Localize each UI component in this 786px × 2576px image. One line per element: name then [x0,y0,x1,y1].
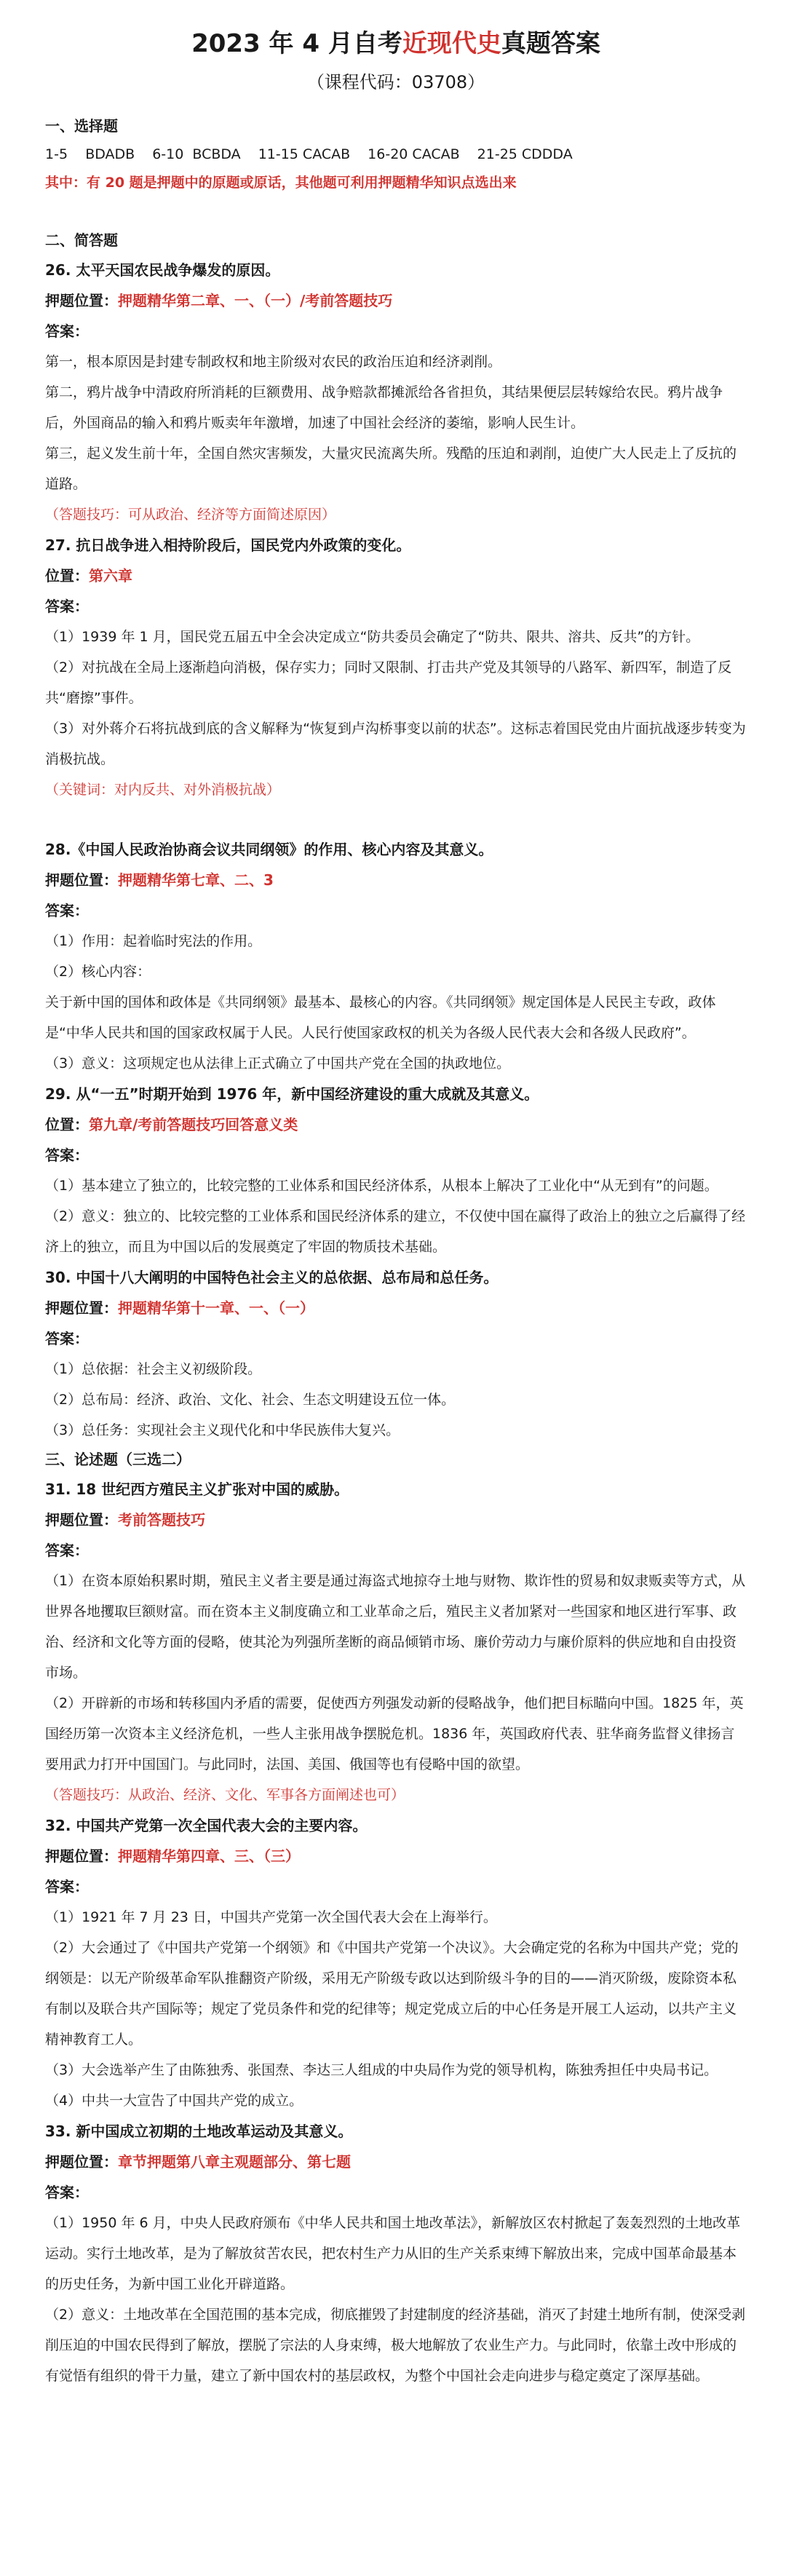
location-value: 押题精华第十一章、一、（一） [118,1299,314,1317]
answer-tip: （答题技巧：可从政治、经济等方面简述原因） [45,507,336,523]
answer-line: （4）中共一大宣告了中国共产党的成立。 [45,2093,303,2109]
section-heading: 二、简答题 [45,231,118,249]
answer-label: 答案： [45,902,89,919]
location-value: 押题精华第七章、二、3 [118,871,274,889]
question-location [45,865,747,895]
answer-group: 1-5 BDADB [45,146,135,162]
question-location [45,1293,747,1323]
answer-line: 第一，根本原因是封建专制政权和地主阶级对农民的政治压迫和经济剥削。 [45,354,502,370]
answer-line: 关于新中国的国体和政体是《共同纲领》最基本、最核心的内容。《共同纲领》规定国体是人民民主专政，政体是“中华人民共和国的国家政权属于人民。人民行使国家政权的机关为各级人民代表大会和各级人民政府”。 [45,994,716,1041]
question-title: 33. 新中国成立初期的土地改革运动及其意义。 [45,2123,353,2140]
choice-answers [45,140,747,169]
location-label: 押题位置： [45,292,118,309]
question-location [45,1841,747,1871]
answer-line: （3）总任务：实现社会主义现代化和中华民族伟大复兴。 [45,1422,400,1438]
answer-line: （1）作用：起着临时宪法的作用。 [45,933,262,949]
answer-tip: （答题技巧：从政治、经济、文化、军事各方面阐述也可） [45,1787,405,1803]
answer-line: （3）大会选举产生了由陈独秀、张国焘、李达三人组成的中央局作为党的领导机构，陈独秀担任中央局书记。 [45,2062,718,2078]
answer-label: 答案： [45,2184,89,2201]
course-code: （课程代码：03708） [306,72,485,92]
answer-label: 答案： [45,598,89,615]
answer-label: 答案： [45,1330,89,1347]
answer-line: （1）1939 年 1 月，国民党五届五中全会决定成立“防共委员会确定了“防共、限共、溶共、反共”的方针。 [45,629,700,645]
answer-line: （2）意义：土地改革在全国范围的基本完成，彻底摧毁了封建制度的经济基础，消灭了封建土地所有制，使深受剥削压迫的中国农民得到了解放，摆脱了宗法的人身束缚，极大地解放了农业生产力。与此同时，依靠土改中形成的有觉悟有组织的骨干力量，建立了新中国农村的基层政权，为整个中国社会走向进步与稳定奠定了深厚基础。 [45,2307,746,2384]
page-title [45,26,747,61]
location-value: 押题精华第四章、三、（三） [118,1847,300,1865]
answer-group: 6-10 BCBDA [152,146,241,162]
answer-group: 16-20 CACAB [368,146,460,162]
location-label: 押题位置： [45,1847,118,1865]
answer-group: 11-15 CACAB [258,146,351,162]
question-title: 31. 18 世纪西方殖民主义扩张对中国的威胁。 [45,1481,349,1498]
question-location [45,1505,747,1535]
location-label: 押题位置： [45,1511,118,1529]
question-location [45,2147,747,2177]
answer-line: （3）对外蒋介石将抗战到底的含义解释为“恢复到卢沟桥事变以前的状态”。这标志着国民党由片面抗战逐步转变为消极抗战。 [45,721,746,767]
answer-line: （2）开辟新的市场和转移国内矛盾的需要，促使西方列强发动新的侵略战争，他们把目标瞄向中国。1825 年，英国经历第一次资本主义经济危机，一些人主张用战争摆脱危机。1836 年，英国政府代表、驻华商务监督义律扬言要用武力打开中国国门。与此同时，法国、美国、俄国等也有侵略中国的欲望。 [45,1695,744,1772]
section-heading: 三、论述题（三选二） [45,1451,191,1468]
question-title: 29. 从“一五”时期开始到 1976 年，新中国经济建设的重大成就及其意义。 [45,1085,539,1103]
answer-line: （2）总布局：经济、政治、文化、社会、生态文明建设五位一体。 [45,1392,456,1408]
answer-line: 第三，起义发生前十年，全国自然灾害频发，大量灾民流离失所。残酷的压迫和剥削，迫使广大人民走上了反抗的道路。 [45,445,737,492]
answer-line: （2）核心内容： [45,964,151,980]
location-value: 第六章 [89,567,132,584]
location-label: 押题位置： [45,2153,118,2171]
answer-label: 答案： [45,1878,89,1895]
question-location [45,560,747,591]
title-prefix: 2023 年 4 月自考 [191,29,402,58]
answer-line: （3）意义：这项规定也从法律上正式确立了中国共产党在全国的执政地位。 [45,1055,511,1071]
question-title: 27. 抗日战争进入相持阶段后，国民党内外政策的变化。 [45,536,411,554]
title-highlight: 近现代史 [402,29,501,58]
answer-line: 第二，鸦片战争中清政府所消耗的巨额费用、战争赔款都摊派给各省担负，其结果便层层转嫁给农民。鸦片战争后，外国商品的输入和鸦片贩卖年年激增，加速了中国社会经济的萎缩，影响人民生计。 [45,384,723,431]
title-suffix: 真题答案 [501,29,600,58]
location-label: 押题位置： [45,871,118,889]
answer-line: （1）在资本原始积累时期，殖民主义者主要是通过海盗式地掠夺土地与财物、欺诈性的贸易和奴隶贩卖等方式，从世界各地攫取巨额财富。而在资本主义制度确立和工业革命之后，殖民主义者加紧对一些国家和地区进行军事、政治、经济和文化等方面的侵略，使其沦为列强所垄断的商品倾销市场、廉价劳动力与廉价原料的供应地和自由投资市场。 [45,1573,746,1681]
answer-line: （1）1950 年 6 月，中央人民政府颁布《中华人民共和国土地改革法》，新解放区农村掀起了轰轰烈烈的土地改革运动。实行土地改革，是为了解放贫苦农民，把农村生产力从旧的生产关系束缚下解放出来，完成中国革命最基本的历史任务，为新中国工业化开辟道路。 [45,2215,741,2292]
question-title: 26. 太平天国农民战争爆发的原因。 [45,261,280,279]
question-title: 32. 中国共产党第一次全国代表大会的主要内容。 [45,1817,368,1834]
question-location [45,285,747,316]
question-title: 30. 中国十八大阐明的中国特色社会主义的总依据、总布局和总任务。 [45,1269,499,1286]
answer-group: 21-25 CDDDA [477,146,573,162]
location-value: 第九章/考前答题技巧回答意义类 [89,1116,298,1133]
location-value: 章节押题第八章主观题部分、第七题 [118,2153,351,2171]
answer-label: 答案： [45,1542,89,1559]
answer-line: （1）基本建立了独立的，比较完整的工业体系和国民经济体系，从根本上解决了工业化中“从无到有”的问题。 [45,1178,718,1194]
answer-line: （2）对抗战在全局上逐渐趋向消极，保存实力；同时又限制、打击共产党及其领导的八路军、新四军，制造了反共“磨擦”事件。 [45,659,732,706]
question-location [45,1109,747,1140]
choice-note: 其中：有 20 题是押题中的原题或原话，其他题可利用押题精华知识点选出来 [45,175,517,191]
answer-line: （1）1921 年 7 月 23 日，中国共产党第一次全国代表大会在上海举行。 [45,1909,497,1925]
location-value: 押题精华第二章、一、（一）/考前答题技巧 [118,292,393,309]
answer-line: （2）大会通过了《中国共产党第一个纲领》和《中国共产党第一个决议》。大会确定党的名称为中国共产党；党的纲领是：以无产阶级革命军队推翻资产阶级，采用无产阶级专政以达到阶级斗争的目的——消灭阶级，废除资本私有制以及联合共产国际等；规定了党员条件和党的纪律等；规定党成立后的中心任务是开展工人运动，以共产主义精神教育工人。 [45,1940,739,2048]
location-value: 考前答题技巧 [118,1511,205,1529]
answer-line: （2）意义：独立的、比较完整的工业体系和国民经济体系的建立，不仅使中国在赢得了政治上的独立之后赢得了经济上的独立，而且为中国以后的发展奠定了牢固的物质技术基础。 [45,1208,746,1255]
location-label: 押题位置： [45,1299,118,1317]
location-label: 位置： [45,567,89,584]
location-label: 位置： [45,1116,89,1133]
section-heading: 一、选择题 [45,117,118,135]
answer-label: 答案： [45,1146,89,1164]
answer-tip: （关键词：对内反共、对外消极抗战） [45,782,281,798]
question-title: 28.《中国人民政治协商会议共同纲领》的作用、核心内容及其意义。 [45,841,493,858]
answer-label: 答案： [45,322,89,340]
answer-line: （1）总依据：社会主义初级阶段。 [45,1361,262,1377]
